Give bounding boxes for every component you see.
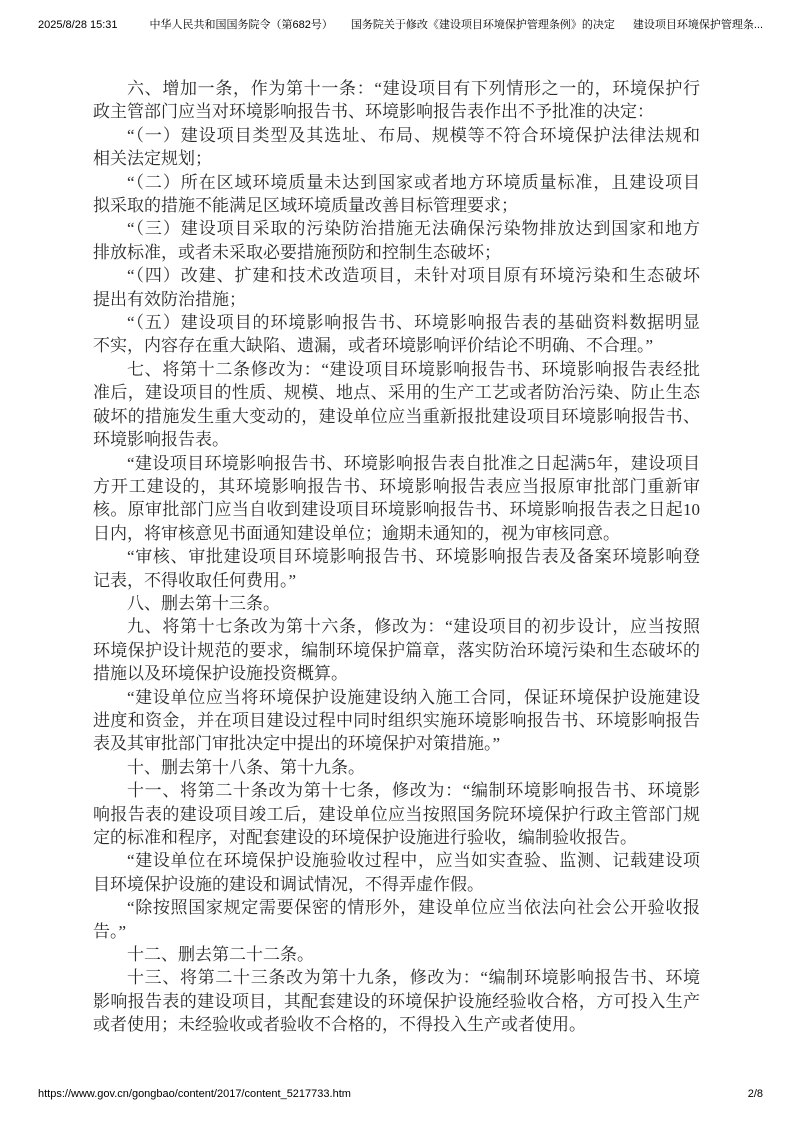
paragraph bbox=[93, 171, 700, 218]
page-number: 2/8 bbox=[747, 1088, 763, 1100]
text-line: 八、删去第十三条。 bbox=[127, 593, 280, 613]
paragraph bbox=[93, 849, 700, 896]
text-line: 环境保护设计规范的要求，编制环境保护篇章，落实防治环境污染和生态破坏的 bbox=[93, 640, 700, 660]
text-line: 记表，不得收取任何费用。” bbox=[93, 570, 297, 590]
text-line: “（四）改建、扩建和技术改造项目，未针对项目原有环境污染和生态破坏 bbox=[127, 266, 700, 286]
paragraph bbox=[93, 896, 700, 943]
text-line: 表及其审批部门审批决定中提出的环境保护对策措施。” bbox=[93, 734, 501, 754]
source-url: https://www.gov.cn/gongbao/content/2017/content_5217733.htm bbox=[38, 1088, 351, 1100]
print-header bbox=[38, 16, 763, 32]
text-line: 十三、将第二十三条改为第十九条，修改为：“编制环境影响报告书、环境 bbox=[127, 968, 700, 988]
paragraph bbox=[93, 943, 700, 966]
text-line: “（二）所在区域环境质量未达到国家或者地方环境质量标准，且建设项目 bbox=[127, 172, 700, 192]
paragraph bbox=[93, 686, 700, 756]
paragraph bbox=[93, 966, 700, 1036]
text-line: “建设单位应当将环境保护设施建设纳入施工合同，保证环境保护设施建设 bbox=[127, 687, 700, 707]
text-line: “（一）建设项目类型及其选址、布局、规模等不符合环境保护法律法规和 bbox=[127, 125, 700, 145]
text-line: “（三）建设项目采取的污染防治措施无法确保污染物排放达到国家和地方 bbox=[127, 219, 700, 239]
text-line: 响报告表的建设项目竣工后，建设单位应当按照国务院环境保护行政主管部门规 bbox=[93, 804, 700, 824]
text-line: “建设项目环境影响报告书、环境影响报告表自批准之日起满5年，建设项目 bbox=[127, 453, 700, 473]
text-line: 影响报告表的建设项目，其配套建设的环境保护设施经验收合格，方可投入生产 bbox=[93, 991, 700, 1011]
print-title bbox=[131, 16, 763, 32]
paragraph bbox=[93, 264, 700, 311]
paragraph bbox=[93, 217, 700, 264]
text-line: 环境影响报告表。 bbox=[93, 430, 229, 450]
text-line: “除按照国家规定需要保密的情形外，建设单位应当依法向社会公开验收报 bbox=[127, 898, 700, 918]
text-line: 七、将第十二条修改为：“建设项目环境影响报告书、环境影响报告表经批 bbox=[127, 359, 700, 379]
text-line: 排放标准，或者未采取必要措施预防和控制生态破坏； bbox=[93, 242, 501, 262]
paragraph bbox=[93, 779, 700, 849]
title-segment: 中华人民共和国国务院令（第682号） bbox=[149, 19, 333, 31]
text-line: 十、删去第十八条、第十九条。 bbox=[127, 757, 365, 777]
text-line: 十一、将第二十条改为第十七条，修改为：“编制环境影响报告书、环境影 bbox=[127, 781, 700, 801]
text-line: 目环境保护设施的建设和调试情况，不得弄虚作假。 bbox=[93, 874, 484, 894]
text-line: “（五）建设项目的环境影响报告书、环境影响报告表的基础资料数据明显 bbox=[127, 313, 700, 333]
text-line: 相关法定规划； bbox=[93, 149, 212, 169]
paragraph bbox=[93, 311, 700, 358]
text-line: 不实，内容存在重大缺陷、遗漏，或者环境影响评价结论不明确、不合理。” bbox=[93, 336, 654, 356]
title-segment: 建设项目环境保护管理条... bbox=[632, 19, 763, 31]
paragraph bbox=[93, 545, 700, 592]
text-line: “建设单位在环境保护设施验收过程中，应当如实查验、监测、记载建设项 bbox=[127, 851, 700, 871]
text-line: 十二、删去第二十二条。 bbox=[127, 945, 314, 965]
text-line: 方开工建设的，其环境影响报告书、环境影响报告表应当报原审批部门重新审 bbox=[93, 476, 700, 496]
paragraph bbox=[93, 77, 700, 124]
paragraph bbox=[93, 756, 700, 779]
print-datetime: 2025/8/28 15:31 bbox=[38, 19, 118, 31]
title-segment: 国务院关于修改《建设项目环境保护管理条例》的决定 bbox=[350, 19, 615, 31]
text-line: 政主管部门应当对环境影响报告书、环境影响报告表作出不予批准的决定： bbox=[93, 102, 654, 122]
paragraph bbox=[93, 615, 700, 685]
paragraph bbox=[93, 358, 700, 452]
text-line: 提出有效防治措施； bbox=[93, 289, 246, 309]
text-line: “审核、审批建设项目环境影响报告书、环境影响报告表及备案环境影响登 bbox=[127, 547, 700, 567]
text-line: 准后，建设项目的性质、规模、地点、采用的生产工艺或者防治污染、防止生态 bbox=[93, 383, 700, 403]
paragraph bbox=[93, 124, 700, 171]
text-line: 告。” bbox=[93, 921, 127, 941]
text-line: 措施以及环境保护设施投资概算。 bbox=[93, 664, 348, 684]
text-line: 拟采取的措施不能满足区域环境质量改善目标管理要求； bbox=[93, 196, 518, 216]
text-line: 九、将第十七条改为第十六条，修改为：“建设项目的初步设计，应当按照 bbox=[127, 617, 700, 637]
text-line: 破坏的措施发生重大变动的，建设单位应当重新报批建设项目环境影响报告书、 bbox=[93, 406, 700, 426]
text-line: 六、增加一条，作为第十一条：“建设项目有下列情形之一的，环境保护行 bbox=[127, 79, 700, 98]
text-line: 或者使用；未经验收或者验收不合格的，不得投入生产或者使用。 bbox=[93, 1015, 586, 1035]
print-footer bbox=[38, 1088, 763, 1100]
document-body bbox=[93, 77, 700, 1037]
text-line: 进度和资金，并在项目建设过程中同时组织实施环境影响报告书、环境影响报告 bbox=[93, 710, 700, 730]
text-line: 定的标准和程序，对配套建设的环境保护设施进行验收，编制验收报告。 bbox=[93, 828, 637, 847]
text-line: 核。原审批部门应当自收到建设项目环境影响报告书、环境影响报告表之日起10 bbox=[93, 500, 700, 520]
paragraph bbox=[93, 452, 700, 546]
text-line: 日内，将审核意见书面通知建设单位；逾期未通知的，视为审核同意。 bbox=[93, 523, 620, 543]
paragraph bbox=[93, 592, 700, 615]
